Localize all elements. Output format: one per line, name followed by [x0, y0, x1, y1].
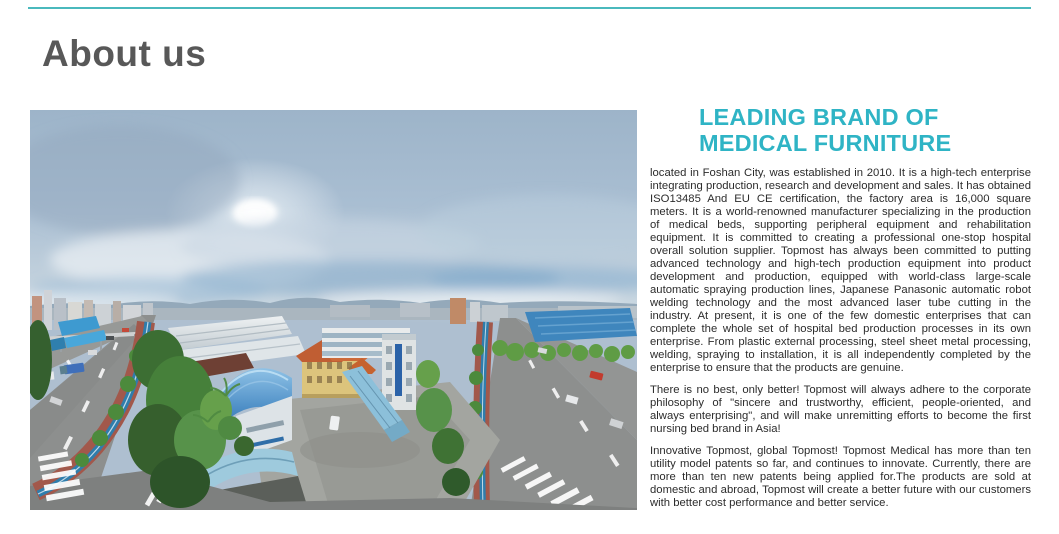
section-heading — [699, 104, 1031, 156]
about-paragraph-2: There is no best, only better! Topmost will always adhere to the corporate philosophy of "sincere and trustworthy, efficient, people-oriented, and always enterprising", and will make unremitting efforts to become the first nursing bed brand in Asia! — [650, 384, 1031, 435]
section-heading-line-1: LEADING BRAND OF — [699, 104, 939, 130]
factory-aerial-panorama-photo — [30, 110, 637, 510]
factory-panorama-illustration — [30, 110, 637, 510]
about-paragraph-3: Innovative Topmost, global Topmost! Topmost Medical has more than ten utility model patents so far, and continues to innovate. Currently, there are more than ten new patents being applied for.The products are sold at domestic and abroad, Topmost will create a better future with our customers with better cost performance and better service. — [650, 445, 1031, 509]
page-title: About us — [42, 33, 207, 74]
section-heading-line-2: MEDICAL FURNITURE — [699, 130, 952, 156]
about-text-column — [650, 104, 1031, 519]
top-divider — [28, 7, 1031, 9]
about-paragraph-1: located in Foshan City, was established in 2010. It is a high-tech enterprise integrating production, research and development and sales. It has obtained ISO13485 And EU CE certification, the factory area is 16,000 square meters. It is a world-renowned manufacturer specializing in the production of medical beds, supporting peripheral equipment and rehabilitation equipment. It is committed to creating a professional one-stop hospital overall solution supplier. Topmost has always been committed to putting advanced technology and high-tech production equipment into product development and production, equipped with world-class large-scale automatic spraying production lines, Japanese Panasonic automatic robot welding technology and the most advanced laser tube cutting in the industry. At present, it is one of the few domestic enterprises that can complete the whole set of hospital bed production processes in its own enterprise. From plastic external processing, steel sheet metal processing, welding, spraying to installation, it is all independently completed by the enterprise to ensure that the products are genuine. — [650, 167, 1031, 374]
